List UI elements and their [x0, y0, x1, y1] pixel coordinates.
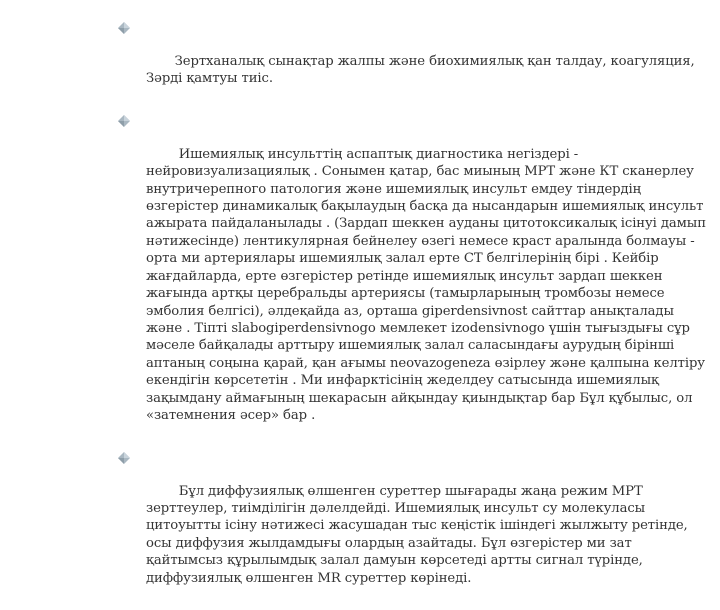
diamond-bullet-icon [118, 22, 130, 34]
bullet-item-diffusion-mri [118, 448, 708, 605]
bullet-text: Бұл диффузиялық өлшенген суреттер шығарады жаңа режим МРТ зерттеулер, тиімділігін дәлелдейді. Ишемиялық инсульт су молекуласы цитоуытты ісіну нәтижесі жасушадан тыс кеңістік ішіндегі жылжыту ретінде, осы диффузия жылдамдығы олардың азайтады. Бұл өзгерістер ми зат қайтымсыз құрылымдық залал дамуын көрсетеді артты сигнал түрінде, диффузиялық өлшенген MR суреттер көрінеді. [146, 483, 692, 586]
bullet-item-neuroimaging [118, 111, 708, 442]
bullet-text: Ишемиялық инсульттің аспаптық диагностика негіздері - нейровизуализациялық . Сонымен қатар, бас миының МРТ және КТ сканерлеу внутричерепного патология және ишемиялық инсульт емдеу тіндердің өзгерістер динамикалық бақылаудың басқа да нысандарын ишемиялық инсульт ажырата пайдаланылады . (Зардап шеккен ауданы цитотоксикалық ісінуі дамып нәтижесінде) лентикулярная бейнелеу өзегі немесе краст аралында болмауы - орта ми артериялары ишемиялық залал ерте CT белгілерінің бірі . Кейбір жағдайларда, ерте өзгерістер ретінде ишемиялық инсульт зардап шеккен жағында артқы церебральды артериясы (тамырларының тромбозы немесе эмболия белгісі), әлдеқайда аз, орташа giperdensivnost сайттар анықталады және . Тіпті slabogiperdensivnogo мемлекет izodensivnogo үшін тығыздығы сұр мәселе байқалады арттыру ишемиялық залал саласындағы аурудың бірінші аптаның соңына қарай, қан ағымы neovazogeneza өзірлеу және қалпына келтіру екендігін көрсететін . Ми инфарктісінің жеделдеу сатысында ишемиялық зақымдану аймағының шекарасын айқындау қиындықтар бар Бұл құбылыс, ол «затемнения әсер» бар . [146, 146, 710, 423]
bullet-item-lab-tests [118, 18, 708, 105]
diamond-bullet-icon [118, 115, 130, 127]
bullet-text: Зертханалық сынақтар жалпы және биохимиялық қан талдау, коагуляция, Зәрді қамтуы тиіс. [146, 53, 699, 87]
bullet-list [118, 18, 708, 610]
diamond-bullet-icon [118, 452, 130, 464]
